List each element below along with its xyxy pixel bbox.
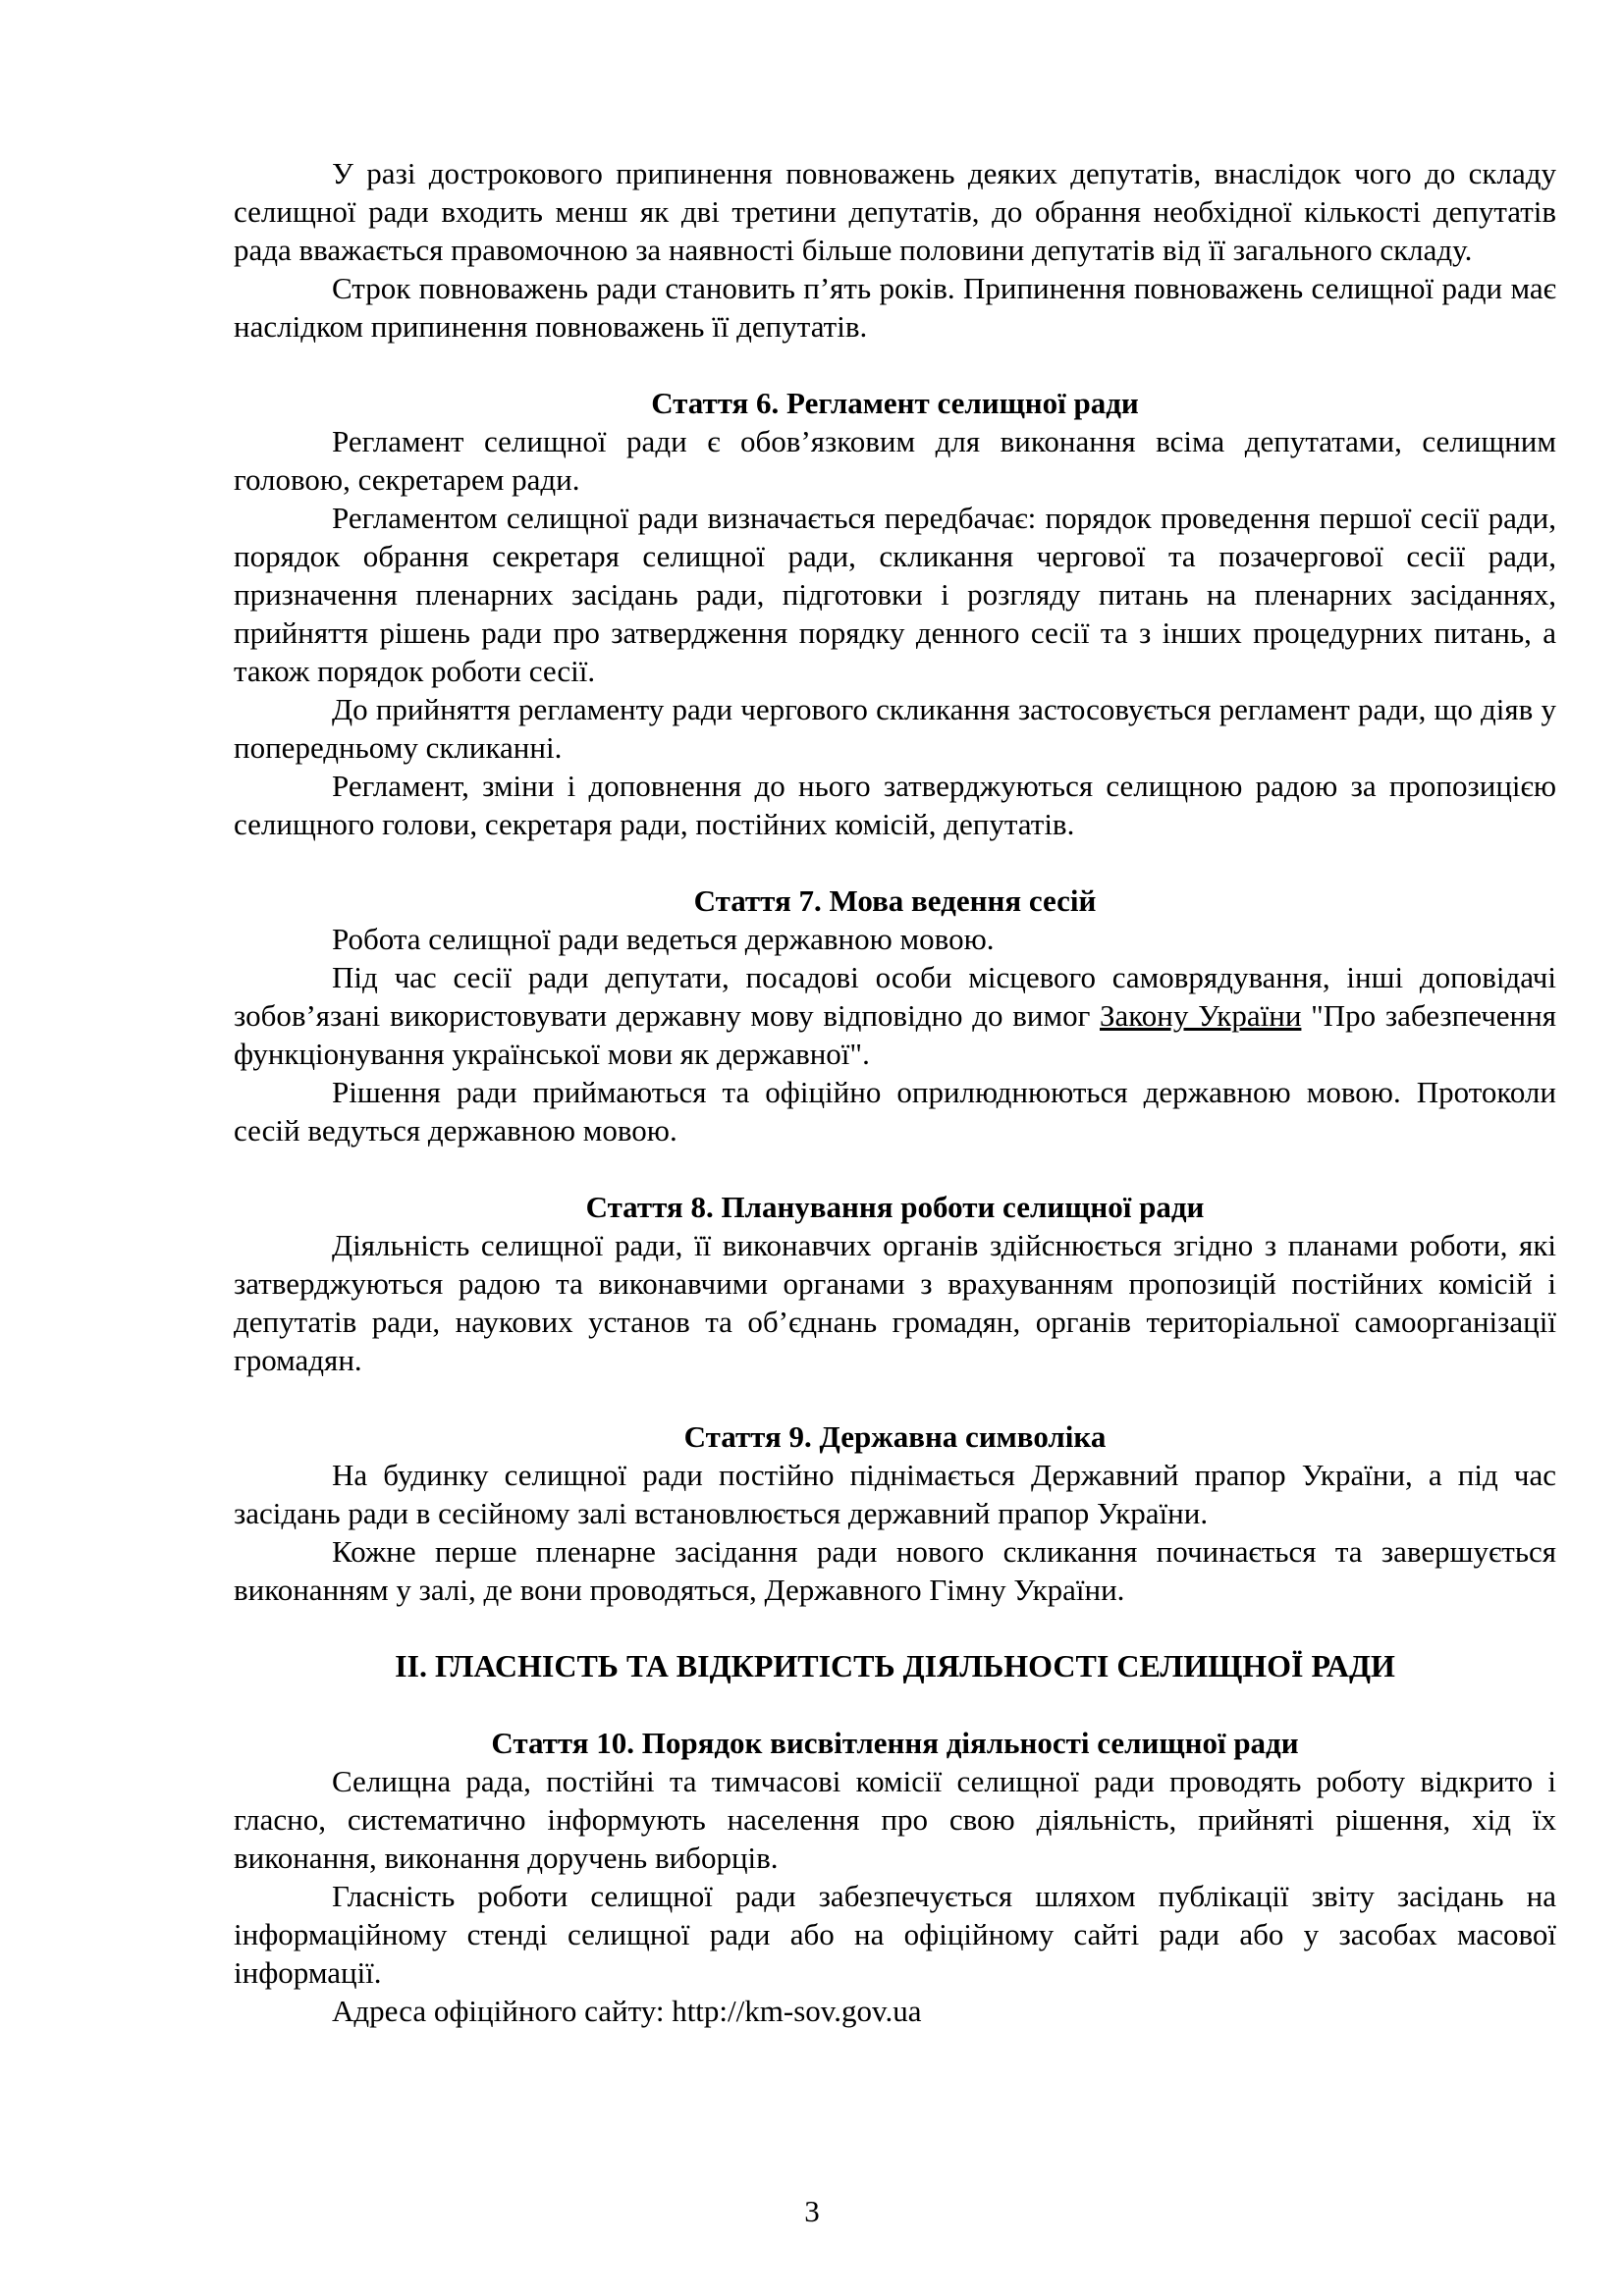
intro-paragraph-2: Строк повноважень ради становить п’ять років. Припинення повноважень селищної ради має наслідком припинення повноважень її депутатів.	[234, 271, 1556, 344]
article-7-paragraph-3: Рішення ради приймаються та офіційно оприлюднюються державною мовою. Протоколи сесій ведуться державною мовою.	[234, 1075, 1556, 1148]
article-6-paragraph-3: До прийняття регламенту ради чергового скликання застосовується регламент ради, що діяв у попередньому скликанні.	[234, 692, 1556, 765]
page-number: 3	[804, 2194, 820, 2228]
article-8-paragraph-1: Діяльність селищної ради, її виконавчих органів здійснюється згідно з планами роботи, які затверджуються радою та виконавчими органами з врахуванням пропозицій постійних комісій і депутатів ради, наукових установ та об’єднань громадян, органів територіальної самоорганізації громадян.	[234, 1228, 1556, 1377]
article-10-paragraph-3: Адреса офіційного сайту: http://km-sov.gov.ua	[332, 1994, 922, 2028]
law-of-ukraine-link[interactable]: Закону України	[1100, 998, 1302, 1033]
article-10-heading: Стаття 10. Порядок висвітлення діяльності селищної ради	[491, 1726, 1299, 1760]
intro-paragraph-1: У разі дострокового припинення повноважень деяких депутатів, внаслідок чого до складу селищної ради входить менш як дві третини депутатів, до обрання необхідної кількості депутатів рада вважається правомочною за наявності більше половини депутатів від її загального складу.	[234, 156, 1556, 267]
article-7-paragraph-1: Робота селищної ради ведеться державною мовою.	[332, 922, 995, 956]
article-6-paragraph-4: Регламент, зміни і доповнення до нього затверджуються селищною радою за пропозицією селищного голови, секретаря ради, постійних комісій, депутатів.	[234, 769, 1556, 841]
article-8-heading: Стаття 8. Планування роботи селищної ради	[585, 1190, 1205, 1224]
section-2-heading: ІІ. ГЛАСНІСТЬ ТА ВІДКРИТІСТЬ ДІЯЛЬНОСТІ СЕЛИЩНОЇ РАДИ	[395, 1648, 1395, 1683]
article-9-heading: Стаття 9. Державна символіка	[683, 1419, 1107, 1454]
article-9-paragraph-2: Кожне перше пленарне засідання ради нового скликання починається та завершується виконанням у залі, де вони проводяться, Державного Гімну України.	[234, 1534, 1556, 1607]
article-6-paragraph-1: Регламент селищної ради є обов’язковим для виконання всіма депутатами, селищним головою, секретарем ради.	[234, 424, 1556, 497]
article-7-text-after-link: "Про забезпечення функціонування української мови як державної".	[234, 998, 1556, 1071]
article-6-heading: Стаття 6. Регламент селищної ради	[651, 386, 1139, 420]
article-7-heading: Стаття 7. Мова ведення сесій	[693, 883, 1097, 918]
article-10-paragraph-1: Селищна рада, постійні та тимчасові комісії селищної ради проводять роботу відкрито і гласно, систематично інформують населення про свою діяльність, прийняті рішення, хід їх виконання, виконання доручень виборців.	[234, 1764, 1556, 1875]
article-7-text-before-link: Під час сесії ради депутати, посадові особи місцевого самоврядування, інші доповідачі зобов’язані використовувати державну мову відповідно до вимог	[234, 960, 1556, 1033]
article-6-paragraph-2: Регламентом селищної ради визначається передбачає: порядок проведення першої сесії ради, порядок обрання секретаря селищної ради, скликання чергової та позачергової сесії ради, призначення пленарних засідань ради, підготовки і розгляду питань на пленарних засіданнях, прийняття рішень ради про затвердження порядку денного сесії та з інших процедурних питань, а також порядок роботи сесії.	[234, 501, 1556, 688]
article-10-paragraph-2: Гласність роботи селищної ради забезпечується шляхом публікації звіту засідань на інформаційному стенді селищної ради або на офіційному сайті ради або у засобах масової інформації.	[234, 1879, 1556, 1990]
article-9-paragraph-1: На будинку селищної ради постійно піднімається Державний прапор України, а під час засідань ради в сесійному залі встановлюється державний прапор України.	[234, 1458, 1556, 1530]
document-page	[234, 154, 1556, 2030]
article-7-paragraph-2	[234, 958, 1556, 1073]
